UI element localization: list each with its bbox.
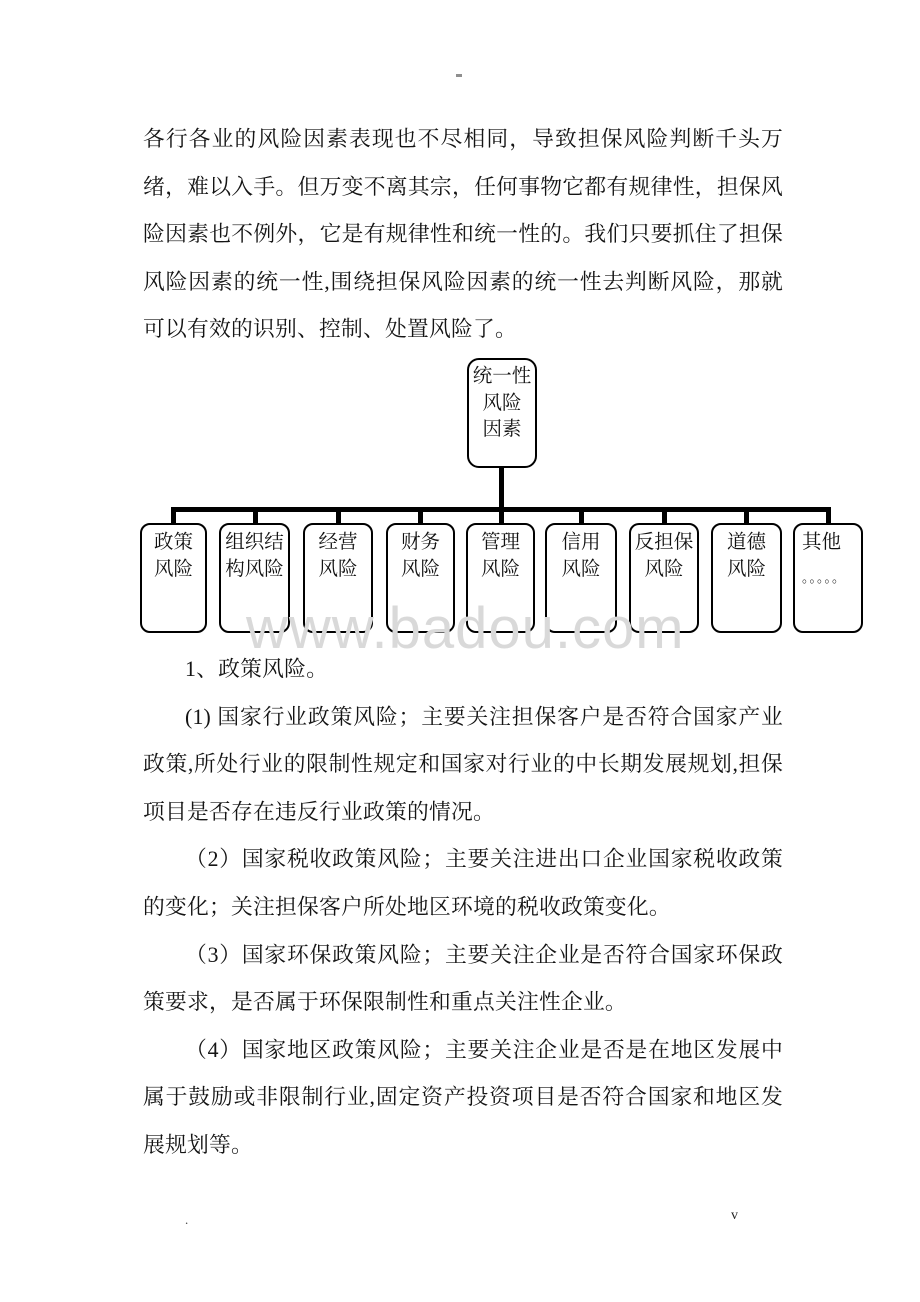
list-item: （2）国家税收政策风险；主要关注进出口企业国家税收政策的变化；关注担保客户所处地区环境的税收政策变化。 (143, 847, 783, 919)
list-item: （3）国家环保政策风险；主要关注企业是否符合国家环保政策要求，是否属于环保限制性和重点关注性企业。 (143, 942, 783, 1015)
node-label-line: 经营 (318, 532, 358, 553)
node-label-line: 管理 (480, 532, 520, 553)
policy-risk-section (143, 646, 783, 1170)
page-artifact-dot (456, 74, 462, 77)
node-label-dots: 。。。。。 (802, 570, 847, 585)
root-label-line3: 因素 (482, 419, 522, 440)
node-label-line: 组织结 (225, 532, 284, 553)
diagram-node-policy-risk (140, 523, 207, 633)
list-item: （4）国家地区政策风险；主要关注企业是否是在地区发展中属于鼓励或非限制行业,固定资产投资项目是否符合国家和地区发展规划等。 (143, 1037, 783, 1157)
node-label-line: 风险 (400, 559, 440, 580)
node-label-line: 风险 (644, 559, 684, 580)
node-label-line: 构风险 (225, 559, 284, 580)
section-heading: 1、政策风险。 (185, 657, 329, 681)
node-label-line: 风险 (561, 559, 601, 580)
watermark: www.badou.com (246, 596, 685, 661)
diagram-root-node-unified-risk-factors (467, 358, 537, 468)
list-item: (1) 国家行业政策风险；主要关注担保客户是否符合国家产业政策,所处行业的限制性规定和国家对行业的中长期发展规划,担保项目是否存在违反行业政策的情况。 (143, 704, 783, 824)
footer-dot-mark: . (185, 1212, 189, 1227)
node-label-line: 风险 (153, 559, 193, 580)
node-label-line: 信用 (561, 532, 601, 553)
root-label-line2: 风险 (482, 392, 522, 414)
node-label-line: 风险 (318, 559, 358, 580)
node-label-line: 风险 (726, 559, 766, 580)
node-label-line: 政策 (153, 532, 193, 553)
node-label-line: 其他 (802, 532, 842, 553)
diagram-node-other (793, 523, 863, 633)
intro-paragraph: 各行各业的风险因素表现也不尽相同，导致担保风险判断千头万绪，难以入手。但万变不离其宗，任何事物它都有规律性，担保风险因素也不例外，它是有规律性和统一性的。我们只要抓住了担保风险因素的统一性,围绕担保风险因素的统一性去判断风险，那就可以有效的识别、控制、处置风险了。 (143, 127, 783, 342)
node-label-line: 反担保 (634, 532, 694, 553)
node-label-line: 风险 (480, 559, 520, 580)
node-label-line: 财务 (400, 532, 440, 553)
connector-root-vertical-line (499, 466, 504, 509)
root-label-line1: 统一性 (472, 366, 532, 387)
diagram-node-moral-risk (711, 523, 782, 633)
node-label-line: 道德 (726, 532, 766, 553)
footer-v-mark: v (731, 1208, 738, 1223)
